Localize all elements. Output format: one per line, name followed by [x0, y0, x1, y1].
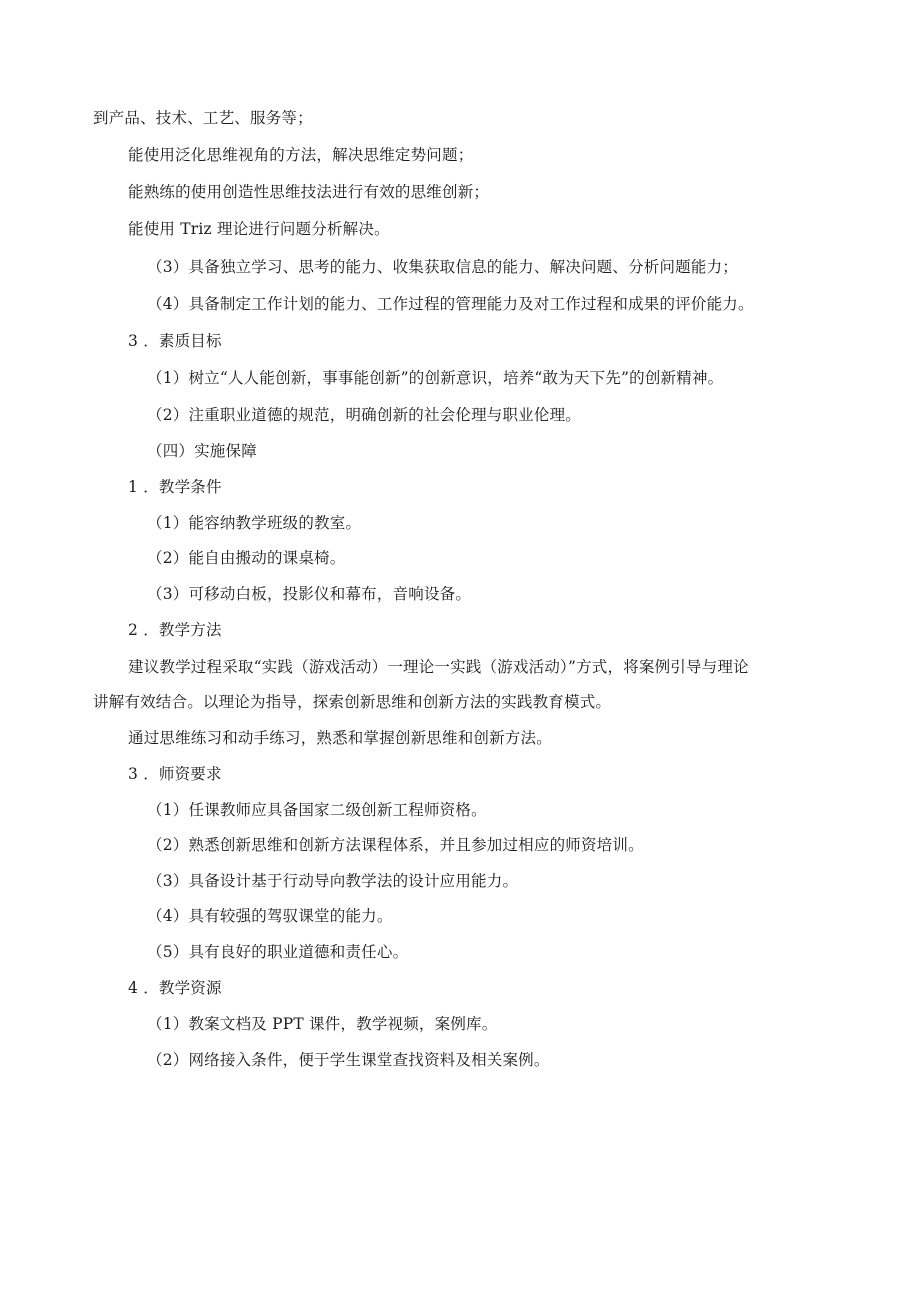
text-line: （2）熟悉创新思维和创新方法课程体系，并且参加过相应的师资培训。: [147, 836, 644, 854]
text-line: （3）具备独立学习、思考的能力、收集获取信息的能力、解决问题、分析问题能力；: [147, 258, 738, 276]
section-heading: （四）实施保障: [147, 442, 257, 460]
section-heading: 1 ．教学条件: [128, 478, 222, 496]
section-heading: 2 ．教学方法: [128, 621, 222, 639]
section-heading: 3 ．师资要求: [128, 765, 222, 783]
text-line: 能熟练的使用创造性思维技法进行有效的思维创新；: [128, 183, 490, 201]
text-line: （1）树立“人人能创新，事事能创新”的创新意识，培养“敢为天下先”的创新精神。: [147, 369, 724, 387]
text-line: 能使用 Triz 理论进行问题分析解决。: [128, 220, 390, 238]
text-line: （3）可移动白板，投影仪和幕布，音响设备。: [147, 585, 472, 603]
text-line: （4）具有较强的驾驭课堂的能力。: [147, 907, 393, 925]
text-line: （2）能自由搬动的课桌椅。: [147, 549, 346, 567]
text-line: （3）具备设计基于行动导向教学法的设计应用能力。: [147, 872, 519, 890]
text-line: 能使用泛化思维视角的方法，解决思维定势问题；: [128, 146, 474, 164]
text-line: 讲解有效结合。以理论为指导，探索创新思维和创新方法的实践教育模式。: [93, 693, 612, 711]
text-line: （1）能容纳教学班级的教室。: [147, 514, 362, 532]
text-line: （2）注重职业道德的规范，明确创新的社会伦理与职业伦理。: [147, 406, 581, 424]
text-line: 建议教学过程采取“实践（游戏活动）一理论一实践（游戏活动）”方式，将案例引导与理论: [128, 658, 749, 676]
text-line: 到产品、技术、工艺、服务等；: [93, 109, 313, 127]
section-heading: 4 ．教学资源: [128, 979, 222, 997]
section-heading: 3 ．素质目标: [128, 332, 222, 350]
text-line: 通过思维练习和动手练习，熟悉和掌握创新思维和创新方法。: [128, 729, 552, 747]
text-line: （4）具备制定工作计划的能力、工作过程的管理能力及对工作过程和成果的评价能力。: [147, 295, 754, 313]
text-line: （1）教案文档及 PPT 课件，教学视频，案例库。: [147, 1015, 498, 1033]
text-line: （2）网络接入条件，便于学生课堂查找资料及相关案例。: [147, 1051, 550, 1069]
text-line: （1）任课教师应具备国家二级创新工程师资格。: [147, 801, 487, 819]
text-line: （5）具有良好的职业道德和责任心。: [147, 943, 409, 961]
